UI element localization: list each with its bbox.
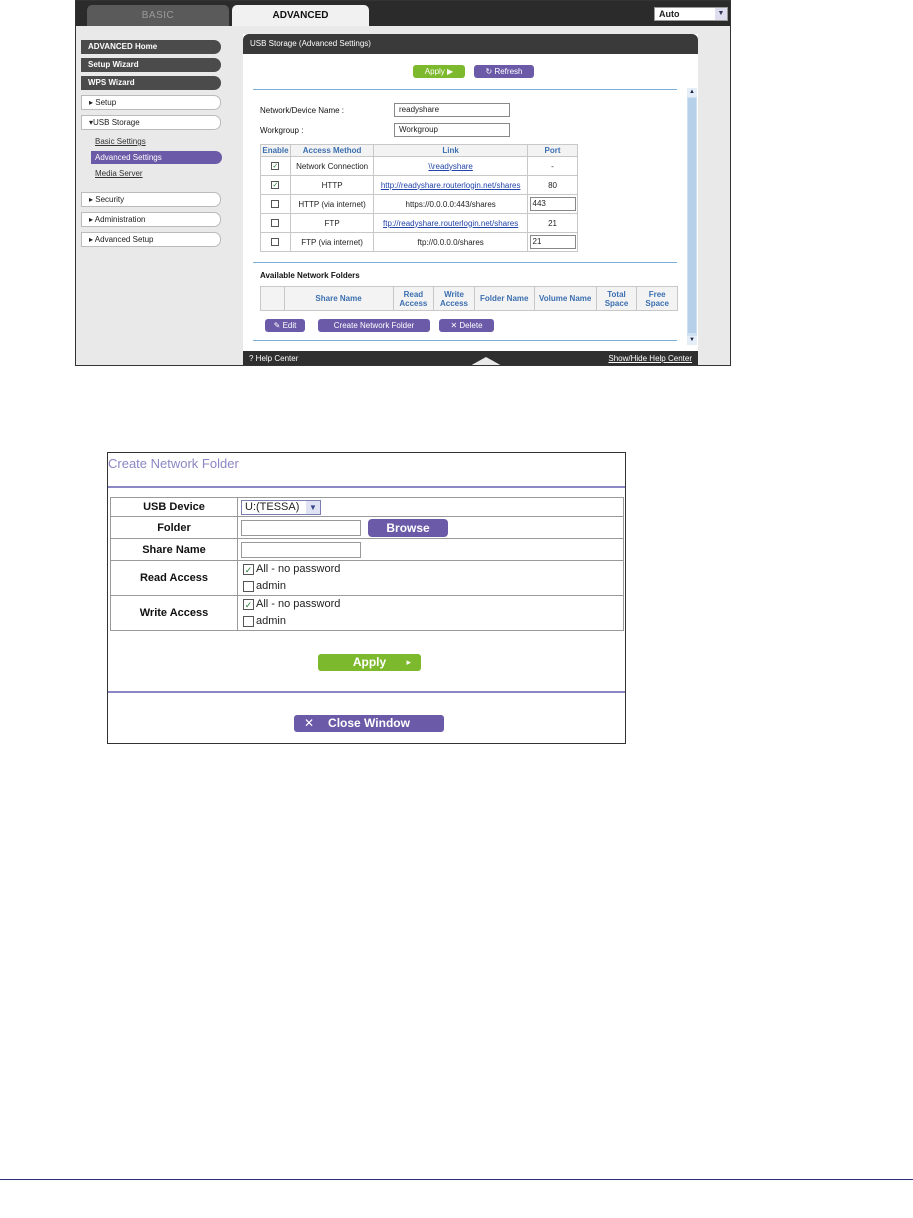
sidebar-item-usb-storage[interactable]: ▾USB Storage (81, 115, 221, 130)
form-row (111, 539, 624, 561)
delete-button[interactable]: ✕ Delete (439, 319, 494, 332)
read-access-label: Read Access (111, 561, 238, 596)
share-link[interactable]: http://readyshare.routerlogin.net/shares (380, 180, 521, 190)
share-name-label: Share Name (111, 539, 238, 561)
col-total-space: Total Space (596, 287, 637, 311)
col-access-method: Access Method (290, 145, 373, 157)
write-admin-checkbox[interactable] (243, 616, 254, 627)
form-row (111, 561, 624, 596)
col-port: Port (528, 145, 578, 157)
col-folder-name: Folder Name (474, 287, 534, 311)
help-center-label[interactable]: ? Help Center (249, 354, 299, 363)
write-admin-label: admin (256, 615, 286, 627)
access-method: HTTP (via internet) (290, 195, 373, 214)
write-access-label: Write Access (111, 596, 238, 631)
read-all-label: All - no password (256, 563, 341, 575)
table-row (261, 195, 578, 214)
top-tab-bar (76, 1, 730, 26)
port-input[interactable]: 21 (530, 235, 576, 249)
read-admin-option[interactable] (238, 578, 623, 595)
sidebar-item-wps-wizard[interactable]: WPS Wizard (81, 76, 221, 90)
col-write-access: Write Access (434, 287, 475, 311)
share-link[interactable]: \\readyshare (428, 161, 473, 171)
apply-button[interactable]: Apply ▶ (413, 65, 465, 78)
language-select[interactable] (654, 7, 728, 21)
sidebar-item-setup[interactable]: ▸ Setup (81, 95, 221, 110)
usb-device-select[interactable] (241, 500, 321, 515)
share-link-text: ftp://0.0.0.0/shares (374, 233, 528, 252)
col-volume-name: Volume Name (534, 287, 596, 311)
enable-checkbox[interactable]: ✓ (272, 182, 279, 190)
apply-label: Apply (352, 655, 387, 669)
access-method: FTP (290, 214, 373, 233)
port-input[interactable]: 443 (530, 197, 576, 211)
form-row (111, 498, 624, 517)
scroll-up-icon[interactable]: ▲ (687, 88, 697, 97)
close-icon: ✕ (304, 716, 315, 730)
sidebar-item-administration[interactable]: ▸ Administration (81, 212, 221, 227)
help-center-bar (243, 351, 698, 366)
divider (253, 262, 677, 263)
sidebar-item-security[interactable]: ▸ Security (81, 192, 221, 207)
chevron-down-icon[interactable]: ▼ (306, 501, 320, 514)
port-value: - (528, 157, 578, 176)
workgroup-input[interactable]: Workgroup (394, 123, 510, 137)
panel-title: USB Storage (Advanced Settings) (243, 34, 698, 54)
folder-label: Folder (111, 517, 238, 539)
access-method: Network Connection (290, 157, 373, 176)
sidebar-item-setup-wizard[interactable]: Setup Wizard (81, 58, 221, 72)
share-link[interactable]: ftp://readyshare.routerlogin.net/shares (383, 218, 519, 228)
close-window-label: Close Window (328, 716, 410, 730)
read-admin-checkbox[interactable] (243, 581, 254, 592)
enable-checkbox[interactable] (271, 238, 279, 246)
port-value: 21 (528, 214, 578, 233)
write-all-label: All - no password (256, 598, 341, 610)
show-hide-help-link[interactable]: Show/Hide Help Center (608, 354, 692, 363)
tab-advanced[interactable]: ADVANCED (232, 5, 369, 26)
access-method: HTTP (290, 176, 373, 195)
col-link: Link (374, 145, 528, 157)
divider (108, 486, 625, 488)
col-enable: Enable (262, 146, 289, 155)
available-folders-title: Available Network Folders (260, 271, 360, 280)
device-name-label: Network/Device Name : (260, 106, 345, 115)
usb-device-label: USB Device (111, 498, 238, 517)
enable-checkbox[interactable]: ✓ (272, 163, 279, 171)
edit-button[interactable]: ✎ Edit (265, 319, 305, 332)
col-read-access: Read Access (393, 287, 434, 311)
sidebar-subitem-basic-settings[interactable]: Basic Settings (95, 137, 146, 146)
col-select (261, 287, 285, 311)
language-select-value: Auto (659, 9, 680, 19)
access-method: FTP (via internet) (290, 233, 373, 252)
read-all-checkbox[interactable]: ✓ (244, 564, 253, 575)
read-all-option[interactable] (238, 561, 623, 578)
table-row (261, 176, 578, 195)
device-name-input[interactable]: readyshare (394, 103, 510, 117)
table-row (261, 233, 578, 252)
share-link-text: https://0.0.0.0:443/shares (374, 195, 528, 214)
page-title: Create Network Folder (108, 456, 239, 471)
usb-storage-panel (243, 34, 698, 366)
form-row (111, 517, 624, 539)
share-name-input[interactable] (241, 542, 361, 558)
scroll-down-icon[interactable]: ▼ (687, 336, 697, 345)
col-free-space: Free Space (637, 287, 678, 311)
sidebar-subitem-media-server[interactable]: Media Server (95, 169, 143, 178)
divider (108, 691, 625, 693)
sidebar-subitem-advanced-settings[interactable]: Advanced Settings (91, 151, 222, 164)
create-network-folder-button[interactable]: Create Network Folder (318, 319, 430, 332)
folder-input[interactable] (241, 520, 361, 536)
apply-button[interactable] (318, 654, 421, 671)
divider (253, 340, 677, 341)
network-folders-table (260, 286, 678, 311)
create-network-folder-window (107, 452, 626, 744)
scrollbar[interactable] (687, 88, 697, 345)
write-admin-option[interactable] (238, 613, 623, 630)
enable-checkbox[interactable] (271, 200, 279, 208)
chevron-down-icon[interactable]: ▼ (715, 8, 727, 20)
form-row (111, 596, 624, 631)
tab-basic[interactable]: BASIC (87, 5, 229, 26)
browse-button[interactable]: Browse (368, 519, 448, 537)
help-toggle-arrow-icon[interactable] (468, 357, 504, 366)
router-admin-screenshot (75, 0, 731, 366)
refresh-button[interactable]: ↻ Refresh (474, 65, 534, 78)
write-all-checkbox[interactable]: ✓ (244, 599, 253, 610)
arrow-right-icon: ▸ (406, 657, 411, 667)
table-row (261, 214, 578, 233)
access-method-table (260, 144, 578, 252)
create-folder-form (110, 497, 624, 631)
usb-device-value: U:(TESSA) (245, 500, 300, 513)
close-window-button[interactable] (294, 715, 444, 732)
scroll-thumb[interactable] (688, 98, 696, 333)
table-row (261, 157, 578, 176)
col-share-name: Share Name (284, 287, 393, 311)
sidebar-item-advanced-setup[interactable]: ▸ Advanced Setup (81, 232, 221, 247)
divider (253, 89, 677, 90)
sidebar-item-advanced-home[interactable]: ADVANCED Home (81, 40, 221, 54)
write-all-option[interactable] (238, 596, 623, 613)
page-footer-rule (0, 1179, 913, 1180)
workgroup-label: Workgroup : (260, 126, 304, 135)
read-admin-label: admin (256, 580, 286, 592)
enable-checkbox[interactable] (271, 219, 279, 227)
port-value: 80 (528, 176, 578, 195)
